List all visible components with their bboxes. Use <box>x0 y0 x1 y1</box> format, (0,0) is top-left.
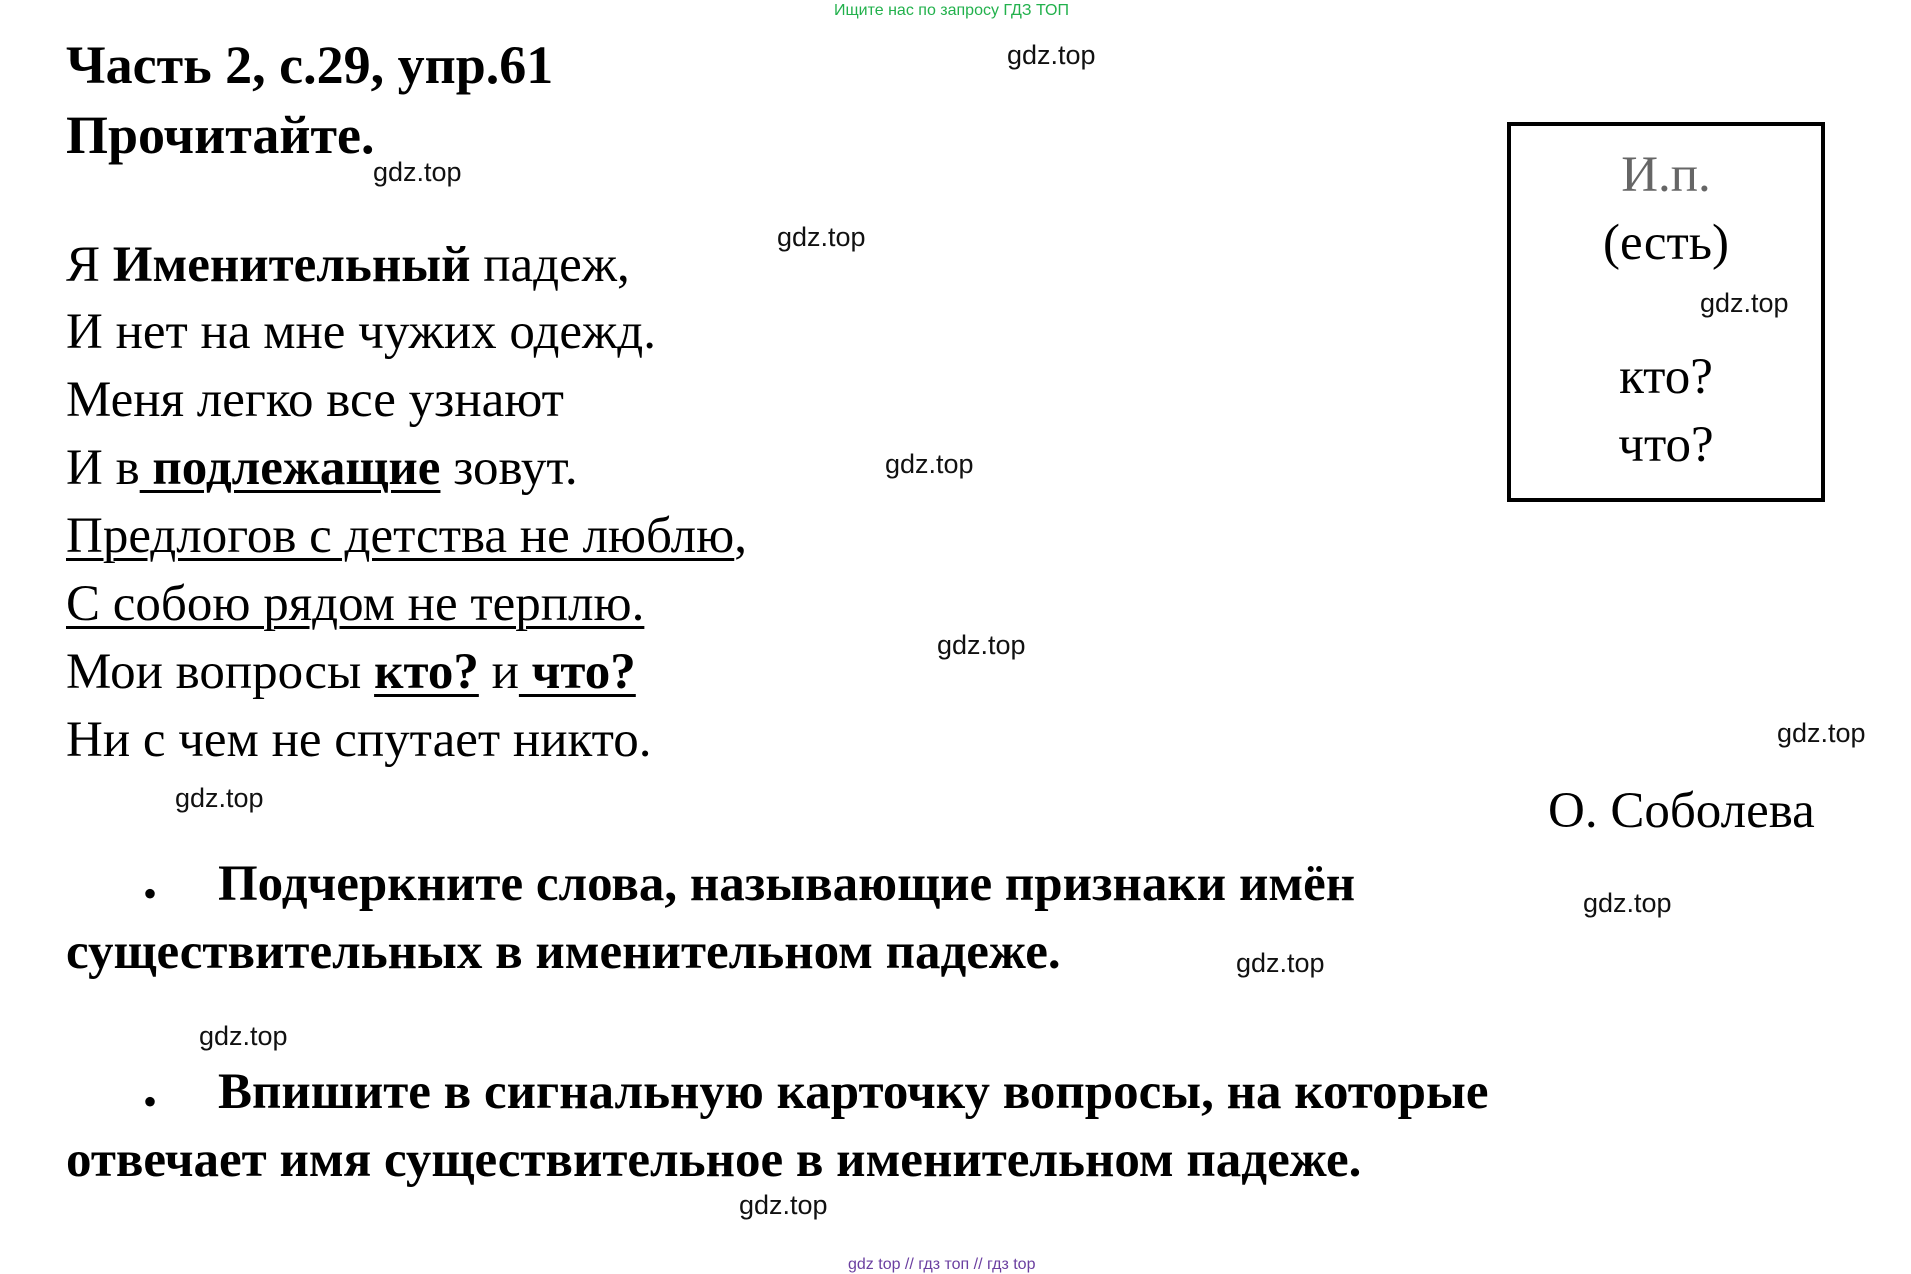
poem-text: зовут. <box>440 440 578 496</box>
watermark: gdz.top <box>373 157 462 187</box>
top-banner: Ищите нас по запросу ГДЗ ТОП <box>834 2 1069 19</box>
poem-underlined-word: кто? <box>374 644 479 700</box>
card-question-1: кто? <box>1619 349 1713 405</box>
instruction-heading: Прочитайте. <box>66 105 375 165</box>
poem-underlined-word: что? <box>518 644 636 700</box>
task-1-bullet: • <box>143 871 158 916</box>
watermark: gdz.top <box>937 630 1026 660</box>
poem-bold-word: Именительный <box>112 237 471 293</box>
poem-underlined-text: Предлогов с детства не люблю <box>66 508 735 564</box>
poem-line-4 <box>66 440 578 496</box>
watermark: gdz.top <box>739 1190 828 1220</box>
task-2-bullet: • <box>143 1079 158 1124</box>
poem-text: , <box>734 508 747 564</box>
watermark: gdz.top <box>1583 888 1672 918</box>
card-case-label: И.п. <box>1621 147 1711 203</box>
card-question-2: что? <box>1618 417 1714 473</box>
task-2-line-2: отвечает имя существительное в именительном падеже. <box>66 1132 1362 1188</box>
poem-line-1 <box>66 237 630 293</box>
page-title: Часть 2, с.29, упр.61 <box>66 35 554 95</box>
watermark: gdz.top <box>175 783 264 813</box>
poem-text: Мои вопросы <box>66 644 375 700</box>
card-note: (есть) <box>1602 215 1730 271</box>
poem-underlined-word: подлежащие <box>139 440 441 496</box>
task-2-line-1: Впишите в сигнальную карточку вопросы, на которые <box>218 1064 1489 1120</box>
poem-underlined-text: С собою рядом не терплю. <box>66 576 645 632</box>
poem-line-6 <box>66 576 645 632</box>
poem-text: Я <box>66 237 113 293</box>
footer-links[interactable]: gdz top // гдз топ // гдз top <box>848 1256 1036 1273</box>
poem-line-2: И нет на мне чужих одежд. <box>66 304 656 360</box>
watermark: gdz.top <box>885 449 974 479</box>
watermark: gdz.top <box>1236 948 1325 978</box>
task-1-line-1: Подчеркните слова, называющие признаки имён <box>218 856 1356 912</box>
poem-line-7 <box>66 644 636 700</box>
poem-text: падеж, <box>470 237 630 293</box>
poem-text: и <box>478 644 519 700</box>
watermark: gdz.top <box>1700 288 1789 318</box>
poem-author: О. Соболева <box>1548 783 1815 839</box>
poem-line-5 <box>66 508 747 564</box>
poem-line-8: Ни с чем не спутает никто. <box>66 712 652 768</box>
watermark: gdz.top <box>199 1021 288 1051</box>
watermark: gdz.top <box>1777 718 1866 748</box>
task-1-line-2: существительных в именительном падеже. <box>66 924 1061 980</box>
watermark: gdz.top <box>1007 40 1096 70</box>
poem-text: И в <box>66 440 140 496</box>
watermark: gdz.top <box>777 222 866 252</box>
poem-line-3: Меня легко все узнают <box>66 372 564 428</box>
